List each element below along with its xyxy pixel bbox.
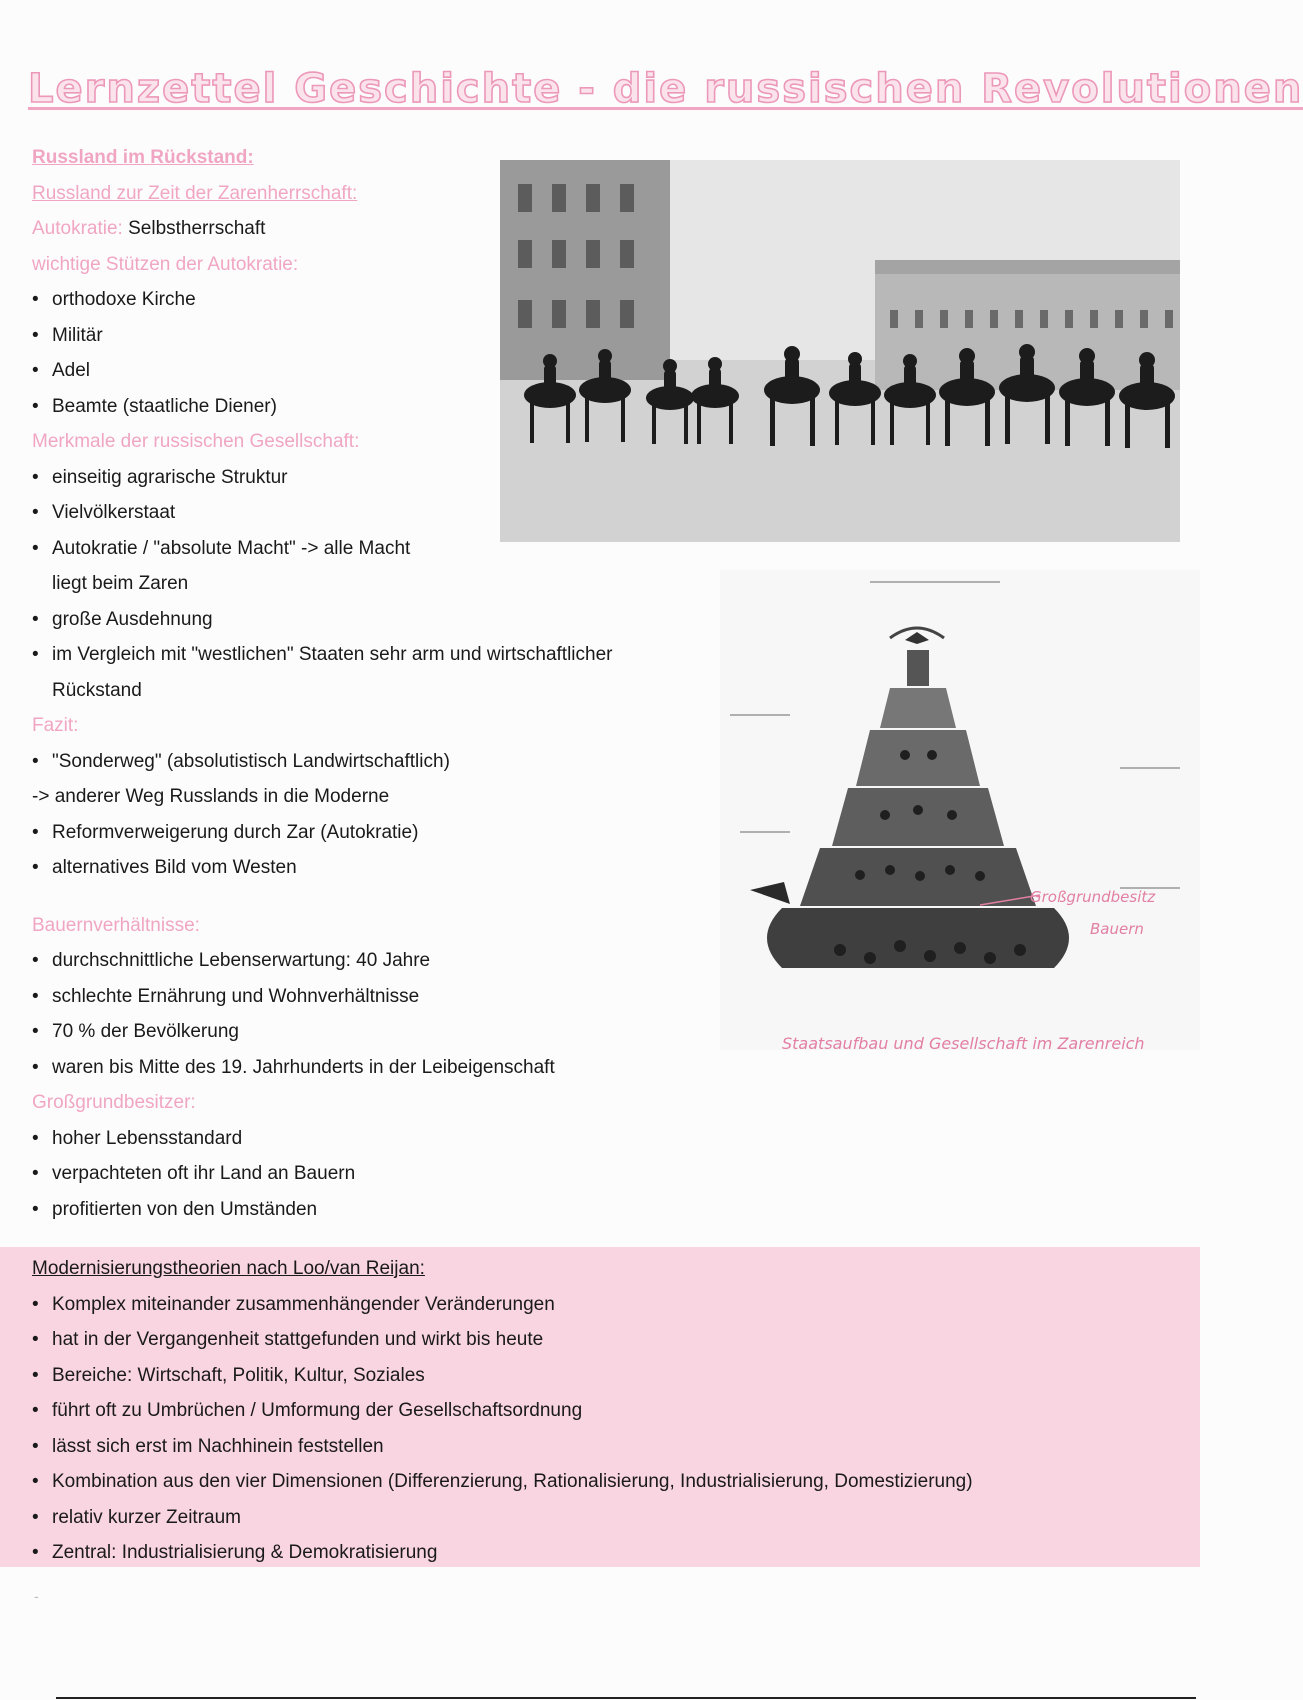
list-item-stuetze: • Militär xyxy=(32,318,682,354)
list-item-fazit: • Reformverweigerung durch Zar (Autokratie) xyxy=(32,815,682,851)
list-item-merkmal-continued: liegt beim Zaren xyxy=(52,573,189,594)
list-item-stuetze: • orthodoxe Kirche xyxy=(32,282,682,318)
list-item-bauern: • waren bis Mitte des 19. Jahrhunderts in der Leibeigenschaft xyxy=(32,1050,682,1086)
heading-merkmale: Merkmale der russischen Gesellschaft: xyxy=(32,431,360,452)
footer-rule xyxy=(56,1697,1196,1699)
list-item-modernisierung: • hat in der Vergangenheit stattgefunden und wirkt bis heute xyxy=(32,1322,1172,1358)
cartoon-social-pyramid xyxy=(720,570,1200,1070)
heading-stuetzen: wichtige Stützen der Autokratie: xyxy=(32,253,299,275)
heading-zarenherrschaft: Russland zur Zeit der Zarenherrschaft: xyxy=(32,182,358,204)
page-title: Lernzettel Geschichte - die russischen Revolutionen xyxy=(28,66,1303,112)
list-item-merkmal: • einseitig agrarische Struktur xyxy=(32,460,682,496)
list-item-modernisierung: • Komplex miteinander zusammenhängender Veränderungen xyxy=(32,1287,1172,1323)
heading-modernisierung: Modernisierungstheorien nach Loo/van Reijan: xyxy=(32,1258,425,1279)
heading-bauern: Bauernverhältnisse: xyxy=(32,914,200,936)
cartoon-caption: Staatsaufbau und Gesellschaft im Zarenreich xyxy=(782,1034,1145,1053)
heading-russland-rueckstand: Russland im Rückstand: xyxy=(32,147,254,168)
heading-grossgrundbesitzer: Großgrundbesitzer: xyxy=(32,1092,196,1113)
modernisierung-box xyxy=(0,1247,1200,1567)
list-item-grossgrundbesitzer: • profitierten von den Umständen xyxy=(32,1192,682,1228)
list-item-bauern: • schlechte Ernährung und Wohnverhältnisse xyxy=(32,979,682,1015)
autokratie-value: Selbstherrschaft xyxy=(128,218,266,239)
list-item-grossgrundbesitzer: • hoher Lebensstandard xyxy=(32,1121,682,1157)
list-item-merkmal: • große Ausdehnung xyxy=(32,602,682,638)
list-item-merkmal: • Autokratie / "absolute Macht" -> alle Macht xyxy=(32,531,682,567)
list-item-fazit-arrow: -> anderer Weg Russlands in die Moderne xyxy=(32,786,390,807)
list-item-merkmal: • Vielvölkerstaat xyxy=(32,495,682,531)
annotation-bauern: Bauern xyxy=(1090,920,1144,938)
list-item-stuetze: • Adel xyxy=(32,353,682,389)
list-item-bauern: • durchschnittliche Lebenserwartung: 40 Jahre xyxy=(32,943,682,979)
list-item-modernisierung: • Bereiche: Wirtschaft, Politik, Kultur, Soziales xyxy=(32,1358,1172,1394)
list-item-modernisierung: • lässt sich erst im Nachhinein feststellen xyxy=(32,1429,1172,1465)
autokratie-label: Autokratie: xyxy=(32,218,123,239)
list-item-grossgrundbesitzer: • verpachteten oft ihr Land an Bauern xyxy=(32,1156,682,1192)
list-item-modernisierung: • führt oft zu Umbrüchen / Umformung der Gesellschaftsordnung xyxy=(32,1393,1172,1429)
list-item-merkmal: • im Vergleich mit "westlichen" Staaten sehr arm und wirtschaftlicher xyxy=(32,637,682,673)
list-item-fazit: • "Sonderweg" (absolutistisch Landwirtschaftlich) xyxy=(32,744,682,780)
list-item-stuetze: • Beamte (staatliche Diener) xyxy=(32,389,682,425)
heading-fazit: Fazit: xyxy=(32,715,79,736)
list-item-modernisierung: • Kombination aus den vier Dimensionen (Differenzierung, Rationalisierung, Industrialisierung, Domestizierung) xyxy=(32,1464,1172,1500)
list-item-bauern: • 70 % der Bevölkerung xyxy=(32,1014,682,1050)
stray-dash: - xyxy=(34,1588,39,1604)
list-item-modernisierung: • relativ kurzer Zeitraum xyxy=(32,1500,1172,1536)
list-item-modernisierung: • Zentral: Industrialisierung & Demokratisierung xyxy=(32,1535,1172,1571)
historical-photo-cavalry xyxy=(500,160,1180,542)
annotation-grossgrundbesitz: Großgrundbesitz xyxy=(1030,888,1156,906)
list-item-fazit: • alternatives Bild vom Westen xyxy=(32,850,682,886)
list-item-merkmal-continued: Rückstand xyxy=(52,679,142,701)
